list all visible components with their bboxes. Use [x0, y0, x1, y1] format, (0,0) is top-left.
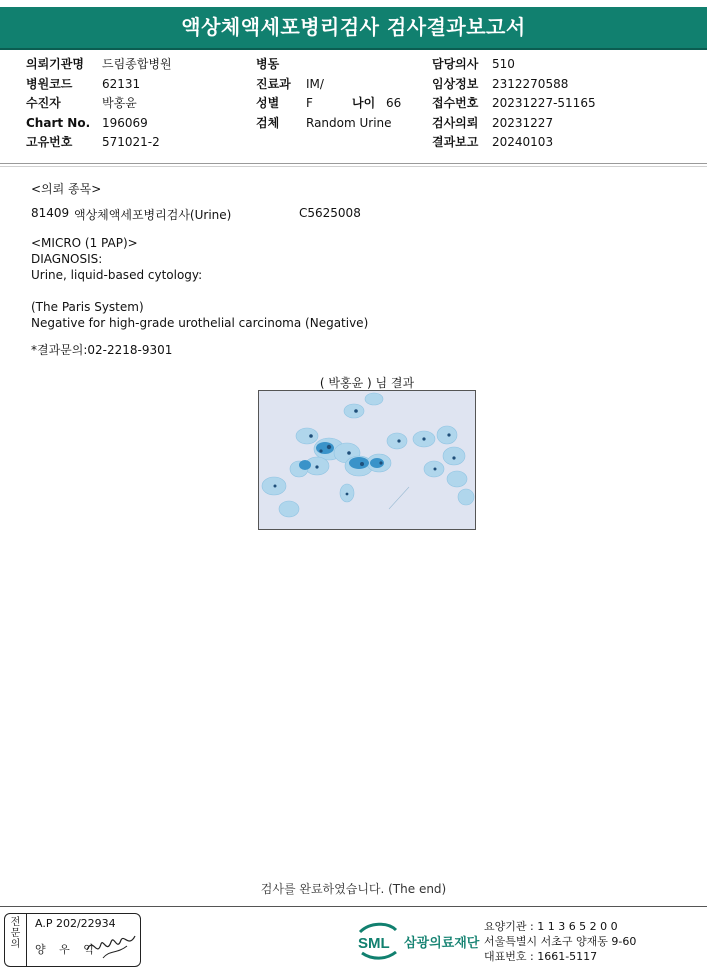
section-divider	[0, 163, 707, 164]
info-mid	[256, 55, 401, 133]
result-block	[31, 235, 368, 331]
pathologist-stamp	[4, 913, 141, 967]
lab-name: 삼광의료재단	[404, 936, 480, 951]
cytology-image	[258, 390, 476, 530]
lab-info	[484, 919, 636, 964]
result-line: Negative for high-grade urothelial carcinoma (Negative)	[31, 316, 369, 330]
stamp-doctor-name: 양 우 익	[35, 943, 99, 956]
info-row: 검사의뢰 20231227	[432, 115, 554, 130]
info-row: 의뢰기관명 드림종합병원	[26, 57, 172, 71]
request-test-code: C5625008	[299, 206, 361, 220]
result-line: DIAGNOSIS:	[31, 252, 103, 266]
result-line: (The Paris System)	[31, 300, 144, 314]
info-row: 결과보고 20240103	[432, 135, 554, 149]
request-test-name: 액상체액세포병리검사(Urine)	[74, 208, 232, 222]
info-row: Chart No. 196069	[26, 115, 148, 130]
report-title: 액상체액세포병리검사 검사결과보고서	[0, 7, 707, 48]
lab-info-line: 서울특별시 서초구 양재동 9-60	[484, 935, 637, 948]
stamp-license-id: A.P 202/22934	[35, 917, 116, 930]
section-divider	[0, 166, 707, 167]
contact-info: *결과문의:02-2218-9301	[31, 343, 173, 357]
request-code: 81409	[31, 206, 70, 220]
info-row: 검체 Random Urine	[256, 115, 392, 130]
sml-logo-text: SML	[358, 935, 390, 952]
info-row: 접수번호 20231227-51165	[432, 96, 596, 110]
info-row: 담당의사 510	[432, 57, 515, 71]
sml-logo-icon	[356, 920, 400, 960]
info-left	[26, 55, 172, 153]
age-value: 66	[386, 96, 402, 110]
signature-icon	[83, 928, 139, 962]
info-row: 고유번호 571021-2	[26, 135, 160, 149]
stamp-side-label: 전 문 의	[5, 914, 27, 966]
header-divider	[0, 48, 707, 50]
info-row: 임상정보 2312270588	[432, 76, 569, 91]
cytology-image-drawing	[259, 391, 475, 529]
image-caption: ( 박홍윤 ) 님 결과	[319, 376, 415, 390]
footer-divider	[0, 906, 707, 907]
info-row: 진료과 IM/	[256, 76, 324, 91]
end-message: 검사를 완료하였습니다. (The end)	[260, 882, 447, 896]
request-heading: <의뢰 종목>	[31, 182, 102, 196]
info-row: 병동	[256, 57, 280, 71]
info-row: 병원코드 62131	[26, 76, 141, 91]
result-line: Urine, liquid-based cytology:	[31, 268, 203, 282]
age-label: 나이	[352, 96, 376, 110]
info-row: 성별 F 나이 66	[256, 94, 401, 114]
result-line	[31, 283, 368, 299]
info-row: 수진자 박홍윤	[26, 96, 137, 110]
lab-info-line: 대표번호 : 1661-5117	[484, 950, 598, 963]
result-line: <MICRO (1 PAP)>	[31, 236, 138, 250]
info-right	[432, 55, 596, 153]
lab-info-line: 요양기관 : 1 1 3 6 5 2 0 0	[484, 920, 618, 933]
